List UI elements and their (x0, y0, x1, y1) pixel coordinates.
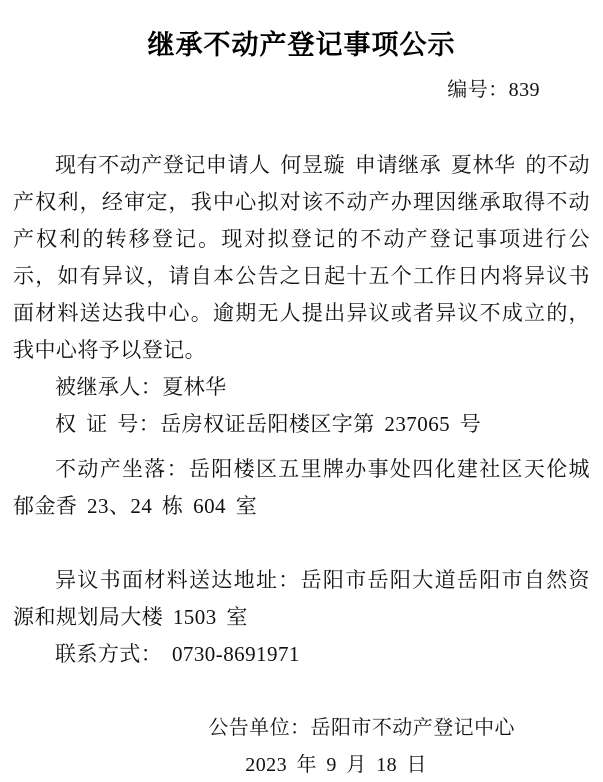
decedent-label: 被继承人： (55, 375, 163, 399)
doc-number-label: 编号： (447, 79, 509, 101)
notice-title: 继承不动产登记事项公示 (147, 30, 456, 60)
certificate-number-label: 权 证 号： (55, 412, 161, 436)
certificate-number-line (13, 406, 590, 443)
notice-body-paragraph: 现有不动产登记申请人 何昱璇 申请继承 夏林华 的不动产权利，经审定，我中心拟对该不动产办理因继承取得不动产权利的转移登记。现对拟登记的不动产登记事项进行公示，如有异议，请自本公告之日起十五个工作日内将异议书面材料送达我中心。逾期无人提出异议或者异议不成立的，我中心将予以登记。 (13, 153, 590, 362)
doc-number-value: 839 (508, 79, 540, 101)
certificate-number-value: 岳房权证岳阳楼区字第 237065 号 (160, 412, 482, 436)
decedent-line (13, 369, 590, 406)
decedent-value: 夏林华 (162, 375, 227, 399)
property-location-line (13, 451, 590, 525)
property-location-label: 不动产坐落： (55, 457, 189, 481)
objection-address-value: 岳阳市岳阳大道岳阳市自然资源和规划局大楼 1503 室 (13, 568, 590, 629)
issuer-line (13, 710, 590, 747)
property-location-value: 岳阳楼区五里牌办事处四化建社区天伦城郁金香 23、24 栋 604 室 (13, 457, 590, 518)
contact-value: 0730-8691971 (162, 642, 300, 666)
objection-address-line (13, 562, 590, 636)
issuer-value: 岳阳市不动产登记中心 (310, 717, 515, 739)
issuer-label: 公告单位： (208, 717, 311, 739)
notice-date: 2023 年 9 月 18 日 (245, 754, 427, 776)
doc-number-line (13, 72, 590, 109)
contact-label: 联系方式： (55, 642, 163, 666)
objection-address-label: 异议书面材料送达地址： (55, 568, 301, 592)
contact-line (13, 636, 590, 673)
